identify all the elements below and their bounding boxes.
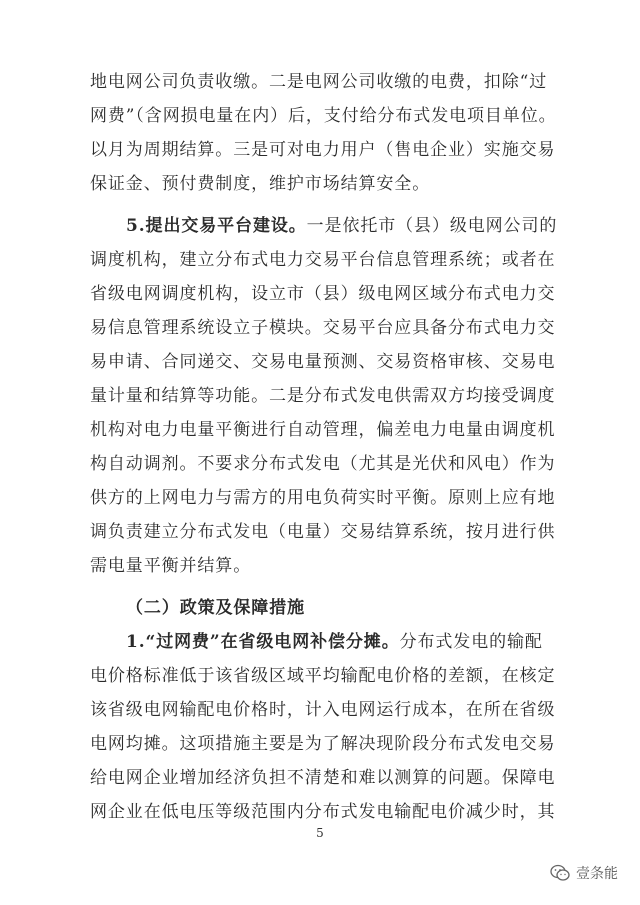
line-text: 一是依托市（县）级电网公司的 [306, 216, 558, 236]
text-line: 机构对电力电量平衡进行自动管理，偏差电力电量由调度机 [90, 420, 556, 440]
line-text: 分布式发电的输配 [399, 632, 543, 652]
text-line: 保证金、预付费制度，维护市场结算安全。 [90, 174, 431, 194]
text-line: 易申请、合同递交、交易电量预测、交易资格审核、交易电 [90, 352, 556, 372]
watermark-text: 壹条能 [576, 866, 618, 882]
text-line: 给电网企业增加经济负担不清楚和难以测算的问题。保障电 [90, 768, 556, 788]
text-line: （二）政策及保障措施 [126, 598, 305, 618]
text-line: 调负责建立分布式发电（电量）交易结算系统，按月进行供 [90, 522, 556, 542]
text-line: 电价格标准低于该省级区域平均输配电价格的差额，在核定 [90, 666, 556, 686]
bold-lead-in: 1.“过网费”在省级电网补偿分摊。 [126, 632, 400, 652]
text-line: 需电量平衡并结算。 [90, 556, 252, 576]
bold-lead-in: 5.提出交易平台建设。 [126, 216, 307, 236]
text-line: 省级电网调度机构，设立市（县）级电网区域分布式电力交 [90, 284, 556, 304]
text-line [126, 216, 557, 236]
text-line: 地电网公司负责收缴。二是电网公司收缴的电费，扣除“过 [90, 72, 548, 92]
text-line: 电网均摊。这项措施主要是为了解决现阶段分布式发电交易 [90, 734, 556, 754]
text-line [126, 632, 543, 652]
text-line: 网费”（含网损电量在内）后，支付给分布式发电项目单位。 [90, 106, 557, 126]
text-line: 以月为周期结算。三是可对电力用户（售电企业）实施交易 [90, 140, 556, 160]
wechat-watermark [550, 863, 618, 883]
text-line: 易信息管理系统设立子模块。交易平台应具备分布式电力交 [90, 318, 556, 338]
text-line: 量计量和结算等功能。二是分布式发电供需双方均接受调度 [90, 386, 556, 406]
page-number: 5 [316, 826, 324, 840]
wechat-icon [550, 864, 570, 882]
text-line: 构自动调剂。不要求分布式发电（尤其是光伏和风电）作为 [90, 454, 556, 474]
text-line: 网企业在低电压等级范围内分布式发电输配电价减少时，其 [90, 802, 556, 822]
text-line: 调度机构，建立分布式电力交易平台信息管理系统；或者在 [90, 250, 556, 270]
text-line: 供方的上网电力与需方的用电负荷实时平衡。原则上应有地 [90, 488, 556, 508]
text-line: 该省级电网输配电价格时，计入电网运行成本，在所在省级 [90, 700, 556, 720]
